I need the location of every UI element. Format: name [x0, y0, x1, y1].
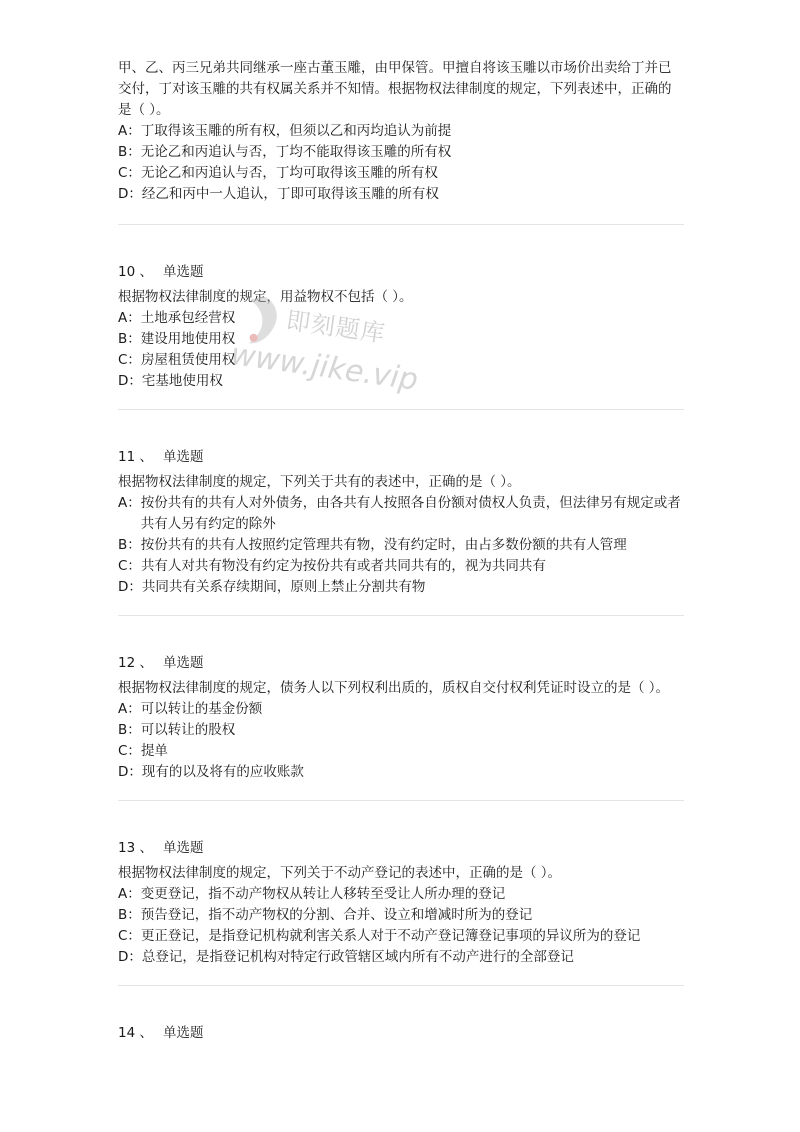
question-type: 单选题: [162, 264, 204, 280]
option-a[interactable]: [118, 121, 684, 142]
option-key: B：: [118, 907, 141, 923]
option-key: C：: [118, 743, 141, 759]
option-key: A：: [118, 495, 141, 511]
question-number: 13 、: [118, 840, 153, 856]
question-type: 单选题: [162, 655, 204, 671]
option-key: B：: [118, 722, 141, 738]
option-key: D：: [118, 186, 142, 202]
question-header: [118, 262, 684, 283]
option-a[interactable]: [118, 884, 684, 905]
question-number: 14 、: [118, 1025, 153, 1041]
question-type: 单选题: [162, 840, 204, 856]
option-c[interactable]: [118, 741, 684, 762]
question-11: [118, 447, 684, 598]
option-text: 经乙和丙中一人追认，丁即可取得该玉雕的所有权: [141, 186, 439, 202]
option-a[interactable]: [118, 699, 684, 720]
option-key: D：: [118, 764, 142, 780]
question-stem: 根据物权法律制度的规定，用益物权不包括（ ）。: [118, 289, 413, 305]
option-b[interactable]: [118, 905, 684, 926]
option-text: 无论乙和丙追认与否，丁均可取得该玉雕的所有权: [140, 165, 438, 181]
option-text: 预告登记，指不动产物权的分割、合并、设立和增减时所为的登记: [140, 907, 533, 923]
option-text: 房屋租赁使用权: [140, 352, 236, 368]
question-9: [118, 58, 684, 205]
option-text: 共同共有关系存续期间，原则上禁止分割共有物: [141, 579, 426, 595]
watermark-url: www.jike.vip: [228, 336, 421, 398]
question-header: [118, 838, 684, 859]
option-b[interactable]: [118, 329, 684, 350]
question-stem: 甲、乙、丙三兄弟共同继承一座古董玉雕，由甲保管。甲擅自将该玉雕以市场价出卖给丁并已交付，丁对该玉雕的共有权属关系并不知情。根据物权法律制度的规定，下列表述中，正确的是（ ）。: [118, 60, 672, 118]
option-d[interactable]: [118, 577, 684, 598]
option-text: 现有的以及将有的应收账款: [141, 764, 304, 780]
question-number: 11 、: [118, 449, 153, 465]
option-text: 变更登记，指不动产物权从转让人移转至受让人所办理的登记: [140, 886, 506, 902]
option-d[interactable]: [118, 947, 684, 968]
option-key: C：: [118, 352, 141, 368]
option-text: 建设用地使用权: [140, 331, 236, 347]
option-b[interactable]: [118, 720, 684, 741]
option-a[interactable]: [118, 308, 684, 329]
option-text: 无论乙和丙追认与否，丁均不能取得该玉雕的所有权: [140, 144, 452, 160]
option-key: B：: [118, 331, 141, 347]
question-12: [118, 653, 684, 783]
option-d[interactable]: [118, 184, 684, 205]
question-number: 12 、: [118, 655, 153, 671]
option-a[interactable]: [118, 493, 684, 535]
question-header: [118, 1023, 684, 1044]
option-c[interactable]: [118, 556, 684, 577]
question-stem: 根据物权法律制度的规定，债务人以下列权利出质的，质权自交付权利凭证时设立的是（ ）。: [118, 680, 670, 696]
question-13: [118, 838, 684, 968]
option-b[interactable]: [118, 142, 684, 163]
question-10: [118, 262, 684, 392]
option-text: 总登记，是指登记机构对特定行政管辖区域内所有不动产进行的全部登记: [141, 949, 574, 965]
watermark-name: 即刻题库: [284, 306, 388, 348]
option-key: D：: [118, 579, 142, 595]
option-text: 共有人对共有物没有约定为按份共有或者共同共有的，视为共同共有: [140, 558, 546, 574]
option-key: D：: [118, 949, 142, 965]
option-text: 提单: [140, 743, 168, 759]
option-key: A：: [118, 123, 141, 139]
option-text: 丁取得该玉雕的所有权，但须以乙和丙均追认为前提: [140, 123, 452, 139]
option-key: C：: [118, 558, 141, 574]
question-header: [118, 653, 684, 674]
question-number: 10 、: [118, 264, 153, 280]
option-d[interactable]: [118, 762, 684, 783]
question-14: [118, 1023, 684, 1044]
option-b[interactable]: [118, 535, 684, 556]
question-stem: 根据物权法律制度的规定，下列关于共有的表述中，正确的是（ ）。: [118, 474, 521, 490]
option-key: D：: [118, 373, 142, 389]
question-type: 单选题: [162, 449, 204, 465]
question-stem: 根据物权法律制度的规定，下列关于不动产登记的表述中，正确的是（ ）。: [118, 865, 562, 881]
option-key: B：: [118, 537, 141, 553]
option-d[interactable]: [118, 371, 684, 392]
option-key: A：: [118, 310, 141, 326]
option-text: 按份共有的共有人对外债务，由各共有人按照各自份额对债权人负责，但法律另有规定或者共有人另有约定的除外: [140, 495, 681, 532]
option-key: B：: [118, 144, 141, 160]
option-text: 可以转让的股权: [140, 722, 236, 738]
option-text: 更正登记，是指登记机构就利害关系人对于不动产登记簿登记事项的异议所为的登记: [140, 928, 641, 944]
option-text: 土地承包经营权: [140, 310, 236, 326]
option-text: 按份共有的共有人按照约定管理共有物，没有约定时，由占多数份额的共有人管理: [140, 537, 627, 553]
question-header: [118, 447, 684, 468]
option-key: C：: [118, 165, 141, 181]
question-type: 单选题: [162, 1025, 204, 1041]
option-c[interactable]: [118, 163, 684, 184]
option-text: 宅基地使用权: [141, 373, 223, 389]
option-key: A：: [118, 701, 141, 717]
option-key: A：: [118, 886, 141, 902]
option-text: 可以转让的基金份额: [140, 701, 263, 717]
question-page: [118, 58, 684, 1044]
option-key: C：: [118, 928, 141, 944]
option-c[interactable]: [118, 350, 684, 371]
option-c[interactable]: [118, 926, 684, 947]
